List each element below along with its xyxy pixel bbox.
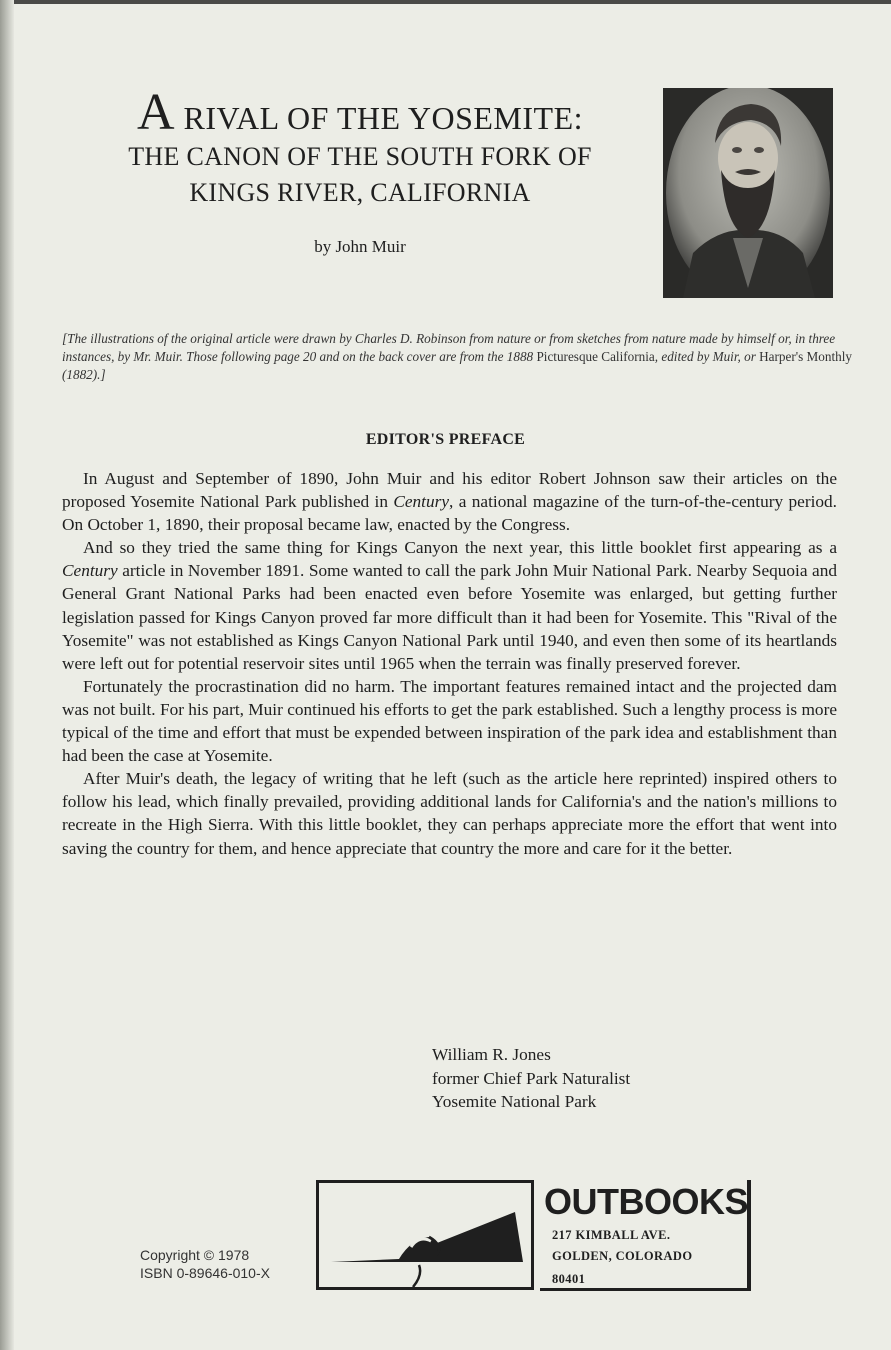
- article-title: [60, 84, 660, 257]
- title-dropcap: A: [136, 84, 176, 141]
- signature-name: William R. Jones: [432, 1045, 551, 1064]
- isbn-line: ISBN 0-89646-010-X: [140, 1265, 270, 1281]
- publisher-name: OUTBOOKS: [544, 1181, 749, 1222]
- publisher-logo-mountain: [316, 1180, 534, 1290]
- title-line-1: [60, 84, 660, 141]
- caption-text-3: (1882).]: [62, 367, 106, 382]
- binding-shadow: [0, 0, 14, 1350]
- publisher-street: 217 KIMBALL AVE.: [552, 1228, 671, 1242]
- paragraph-4: After Muir's death, the legacy of writing that he left (such as the article here reprinted) inspired others to follow his lead, which finally prevailed, providing additional lands for California's and the nation's millions to recreate in the High Sierra. With this little booklet, they can perhaps appreciate more the effort that went into saving the country for them, and hence appreciate that country the more and care for it the better.: [62, 769, 837, 858]
- signature-role: former Chief Park Naturalist: [432, 1068, 631, 1088]
- publisher-city: GOLDEN, COLORADO: [552, 1249, 693, 1263]
- caption-book-title: Picturesque California: [536, 349, 655, 364]
- title-line-3: KINGS RIVER, CALIFORNIA: [189, 178, 531, 207]
- title-line-1-text: RIVAL OF THE YOSEMITE:: [175, 100, 583, 136]
- copyright-block: [140, 1246, 270, 1282]
- author-portrait: [663, 88, 833, 298]
- caption-text-1: [The illustrations of the original article were drawn by Charles D. Robinson from nature or from sketches from nature made by himself or, in three instances, by Mr. Muir. Those following page 20 and on the back cover are from the 1888: [62, 331, 836, 364]
- copyright-line: Copyright © 1978: [140, 1247, 250, 1263]
- paragraph-1-emphasis: Century: [393, 492, 450, 512]
- paragraph-2-text-a: And so they tried the same thing for Kings Canyon the next year, this little booklet first appearing as a: [83, 538, 837, 558]
- paragraph-2-text-b: article in November 1891. Some wanted to call the park John Muir National Park. Nearby Sequoia and General Grant National Parks had been enacted even before Yosemite was enlarged, but getting further legislation passed for Kings Canyon proved far more difficult than it had been for Yosemite. This "Rival of the Yosemite" was not established as Kings Canyon National Park until 1940, and even then some of its heartlands were left out for potential reservoir sites until 1965 when the terrain was finally preserved forever.: [62, 561, 837, 673]
- publisher-panel: [540, 1180, 751, 1291]
- paragraph-3: Fortunately the procrastination did no harm. The important features remained intact and the projected dam was not built. For his part, Muir continued his efforts to get the park established. Such a lengthy process is more typical of the time and effort that must be expended between inspiration of the park idea and establishment than had been the case at Yosemite.: [62, 676, 837, 766]
- publisher-zip: 80401: [552, 1272, 586, 1286]
- paragraph-2-emphasis: Century: [62, 561, 118, 581]
- paragraph-1-text-b: , a national magazine of the turn-of-the-century period. On October 1, 1890, their proposal became law, enacted by the Congress.: [62, 492, 837, 535]
- caption-magazine-title: Harper's Monthly: [759, 349, 852, 364]
- caption-text-2: , edited by Muir, or: [654, 349, 760, 364]
- title-line-2: THE CANON OF THE SOUTH FORK OF: [128, 142, 592, 171]
- paragraph-2: [62, 536, 837, 675]
- illustration-note: [62, 330, 852, 384]
- signature-block: [432, 1043, 630, 1114]
- signature-place: Yosemite National Park: [432, 1092, 597, 1111]
- paragraph-1-text-a: In August and September of 1890, John Muir and his editor Robert Johnson saw their articles on the proposed Yosemite National Park published in: [62, 469, 837, 512]
- paragraph-1: [62, 467, 837, 536]
- byline: by John Muir: [314, 237, 406, 256]
- preface-heading: EDITOR'S PREFACE: [365, 431, 526, 448]
- preface-body: [62, 467, 837, 860]
- top-edge-line: [0, 0, 891, 4]
- publisher-border-bottom: [540, 1288, 751, 1291]
